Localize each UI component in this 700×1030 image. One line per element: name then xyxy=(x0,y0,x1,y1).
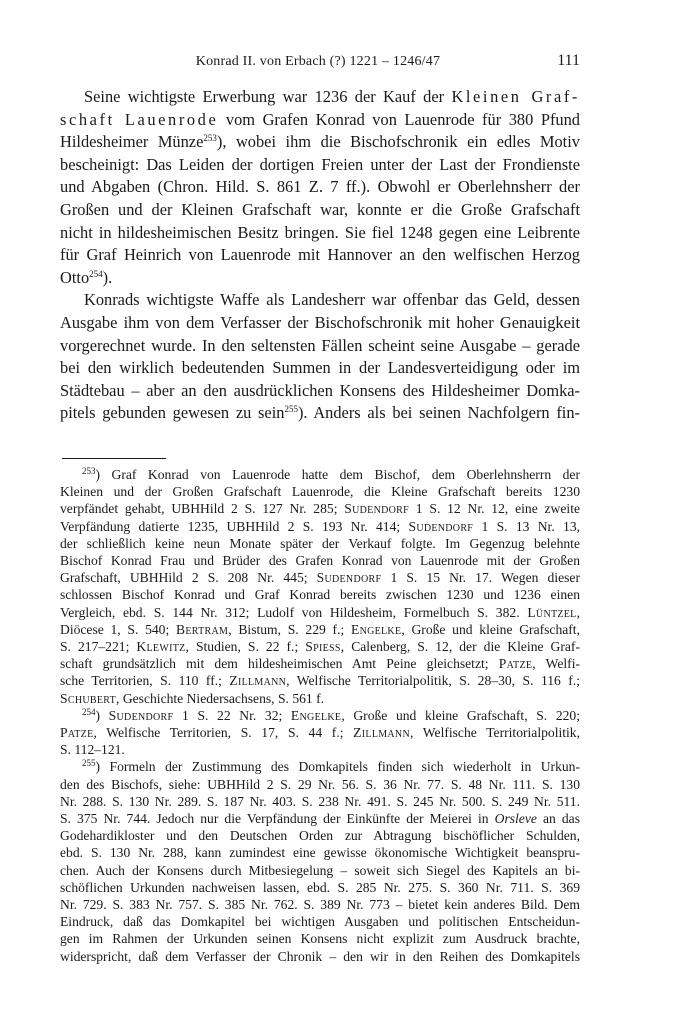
place-name: Orsleve xyxy=(494,811,537,827)
footnote-line: widerspricht, daß dem Verfasser der Chronik – den wir in den Reihen des Domkapitels xyxy=(60,948,580,964)
footnote-divider xyxy=(62,458,166,459)
author-name: Zillmann xyxy=(353,725,410,741)
footnote-ref[interactable]: 253 xyxy=(203,133,217,144)
text-line: Städtebau – aber an den ausdrücklichen Konsens des Hildesheimer Domka- xyxy=(60,380,580,400)
author-name: Klewitz xyxy=(136,639,186,655)
footnote-line: Nr. 288. S. 130 Nr. 289. S. 187 Nr. 403. S. 238 Nr. 491. S. 245 Nr. 500. S. 249 Nr. 511. xyxy=(60,793,580,809)
footnote-line: Grafschaft, UBHHild 2 S. 208 Nr. 445; Sudendorf 1 S. 15 Nr. 17. Wegen dieser xyxy=(60,570,580,586)
author-name: Lüntzel xyxy=(527,604,577,620)
text-line: schaft Lauenrode vom Grafen Konrad von Lauenrode für 380 Pfund xyxy=(60,109,580,129)
footnote-line: sche Territorien, S. 110 ff.; Zillmann, Welfische Territorialpolitik, S. 28–30, S. 116 f.; xyxy=(60,673,580,689)
text-line: bescheinigt: Das Leiden der dortigen Freien unter der Last der Frondienste xyxy=(60,154,580,174)
text-line: Konrads wichtigste Waffe als Landesherr war offenbar das Geld, dessen xyxy=(84,290,580,310)
footnote-line: S. 112–121. xyxy=(60,742,125,758)
footnote-line: S. 375 Nr. 744. Jedoch nur die Verpfändung der Einkünfte der Meierei in Orsleve an das xyxy=(60,811,580,827)
text-line: Ausgabe ihm von dem Verfasser der Bischofschronik mit hoher Genauigkeit xyxy=(60,312,580,332)
text-line: bei den wirklich bedeutenden Summen in der Landesverteidigung oder im xyxy=(60,358,580,378)
footnote-line: Godehardikloster und den Deutschen Orden zur Abtragung bischöflicher Schulden, xyxy=(60,828,580,844)
author-name: Spiess xyxy=(305,639,341,655)
footnote-line: schaft grundsätzlich mit dem hildesheimischen Amt Peine gleichsetzt; Patze, Welfi- xyxy=(60,656,581,672)
text-line: Seine wichtigste Erwerbung war 1236 der Kauf der Kleinen Graf- xyxy=(84,87,580,106)
author-name: Sudendorf xyxy=(408,518,474,534)
text-line: Großen und der Kleinen Grafschaft war, konnte er die Große Grafschaft xyxy=(60,199,580,219)
text-line: und Abgaben (Chron. Hild. S. 861 Z. 7 ff.). Obwohl er Oberlehnsherr der xyxy=(60,177,580,197)
author-name: Zillmann xyxy=(229,673,287,689)
footnote-255: $^{255}$) Formeln der Zustimmung des Domkapitels finden sich wiederholt in Urkun- xyxy=(82,758,580,775)
footnote-number: 255 xyxy=(82,758,96,769)
footnote-line: verpfändet gehabt, UBHHild 2 S. 127 Nr. 285; Sudendorf 1 S. 12 Nr. 12, eine zweite xyxy=(60,501,580,517)
footnotes xyxy=(60,466,580,965)
footnote-line: chen. Auch der Konsens durch Mitbesiegelung – soweit sich Siegel des Kapitels an bi- xyxy=(60,862,580,878)
page-header xyxy=(62,52,580,72)
footnote-254: $^{254}$) Sudendorf 1 S. 22 Nr. 32; Engelke, Große und kleine Grafschaft, S. 220; xyxy=(82,706,580,723)
page-number: 111 xyxy=(557,52,580,69)
footnote-line: Patze, Welfische Territorien, S. 17, S. 44 f.; Zillmann, Welfische Territorialpolitik, xyxy=(60,725,581,741)
footnote-ref[interactable]: 254 xyxy=(89,268,103,279)
running-title: Konrad II. von Erbach (?) 1221 – 1246/47 xyxy=(195,54,441,69)
author-name: Sudendorf xyxy=(344,501,409,517)
spaced-name: Lauenrode xyxy=(124,109,219,129)
text-line: nicht in hildesheimischen Besitz bringen. Sie fiel 1248 gegen eine Leibrente xyxy=(60,222,580,242)
author-name: Sudendorf xyxy=(108,707,174,723)
footnote-253: $^{253}$) Graf Konrad von Lauenrode hatte dem Bischof, dem Oberlehnsherrn der xyxy=(82,466,580,482)
author-name: Engelke xyxy=(290,707,342,723)
text-line: Hildesheimer Münze$^{253}$), wobei ihm die Bischofschronik ein edles Motiv xyxy=(60,132,580,152)
footnote-line: Verpfändung datierte 1235, UBHHild 2 S. 193 Nr. 414; Sudendorf 1 S. 13 Nr. 13, xyxy=(60,518,581,534)
text-line: vorgerechnet wurde. In den seltensten Fällen scheint seine Ausgabe – gerade xyxy=(60,335,580,355)
footnote-line: schöflichen Urkunden nachweisen lassen, ebd. S. 285 Nr. 275. S. 360 Nr. 711. S. 369 xyxy=(60,879,580,895)
author-name: Engelke xyxy=(350,621,402,637)
author-name: Patze xyxy=(60,725,94,741)
footnote-line: schlossen Bischof Konrad und Graf Konrad bereits zwischen 1230 und 1236 einen xyxy=(60,587,580,603)
footnote-line: ebd. S. 130 Nr. 288, kann zumindest eine gewisse ökonomische Wichtigkeit beanspru- xyxy=(60,845,580,861)
footnote-line: der schließlich keine neun Monate später der Verkauf folgte. Im Gegenzug belehnte xyxy=(60,535,580,551)
spaced-name: Kleinen Graf- xyxy=(451,87,580,106)
footnote-line: Bischof Konrad Frau und Brüder des Grafen Konrad von Lauenrode mit der Großen xyxy=(60,553,580,569)
author-name: Bertram xyxy=(175,621,229,637)
footnote-line: gen im Rahmen der Urkunden seinen Konsens nicht explizit zum Ausdruck brachte, xyxy=(60,931,580,947)
text-line: Otto$^{254}$). xyxy=(60,267,113,287)
author-name: Schubert xyxy=(60,690,117,706)
footnote-line: Kleinen und der Großen Grafschaft Lauenrode, die Kleine Grafschaft bereits 1230 xyxy=(60,484,580,500)
footnote-number: 254 xyxy=(82,706,96,717)
author-name: Sudendorf xyxy=(316,570,382,586)
text-line: für Graf Heinrich von Lauenrode mit Hannover an den welfischen Herzog xyxy=(60,245,580,265)
main-text xyxy=(60,86,580,425)
footnote-line: S. 217–221; Klewitz, Studien, S. 22 f.; Spiess, Calenberg, S. 12, der die Kleine Graf- xyxy=(60,639,580,655)
footnote-line: Nr. 729. S. 383 Nr. 757. S. 385 Nr. 762. S. 389 Nr. 773 – bietet kein anderes Bild. Dem xyxy=(60,897,580,913)
footnote-line: den des Bischofs, siehe: UBHHild 2 S. 29 Nr. 56. S. 36 Nr. 77. S. 48 Nr. 111. S. 130 xyxy=(60,776,580,792)
footnote-ref[interactable]: 255 xyxy=(284,404,298,415)
footnote-line: Diöcese 1, S. 540; Bertram, Bistum, S. 229 f.; Engelke, Große und kleine Grafschaft, xyxy=(60,621,580,637)
footnote-number: 253 xyxy=(82,466,96,476)
footnote-line: Eindruck, daß das Domkapitel bei wichtigen Ausgaben und politischen Entscheidun- xyxy=(60,914,580,930)
text-line: pitels gebunden gewesen zu sein$^{255}$). Anders als bei seinen Nachfolgern fin- xyxy=(60,403,580,423)
footnote-line: Schubert, Geschichte Niedersachsens, S. 561 f. xyxy=(60,690,325,706)
author-name: Patze xyxy=(498,656,533,672)
footnote-line: Vergleich, ebd. S. 144 Nr. 312; Ludolf von Hildesheim, Formelbuch S. 382. Lüntzel, xyxy=(60,604,580,620)
